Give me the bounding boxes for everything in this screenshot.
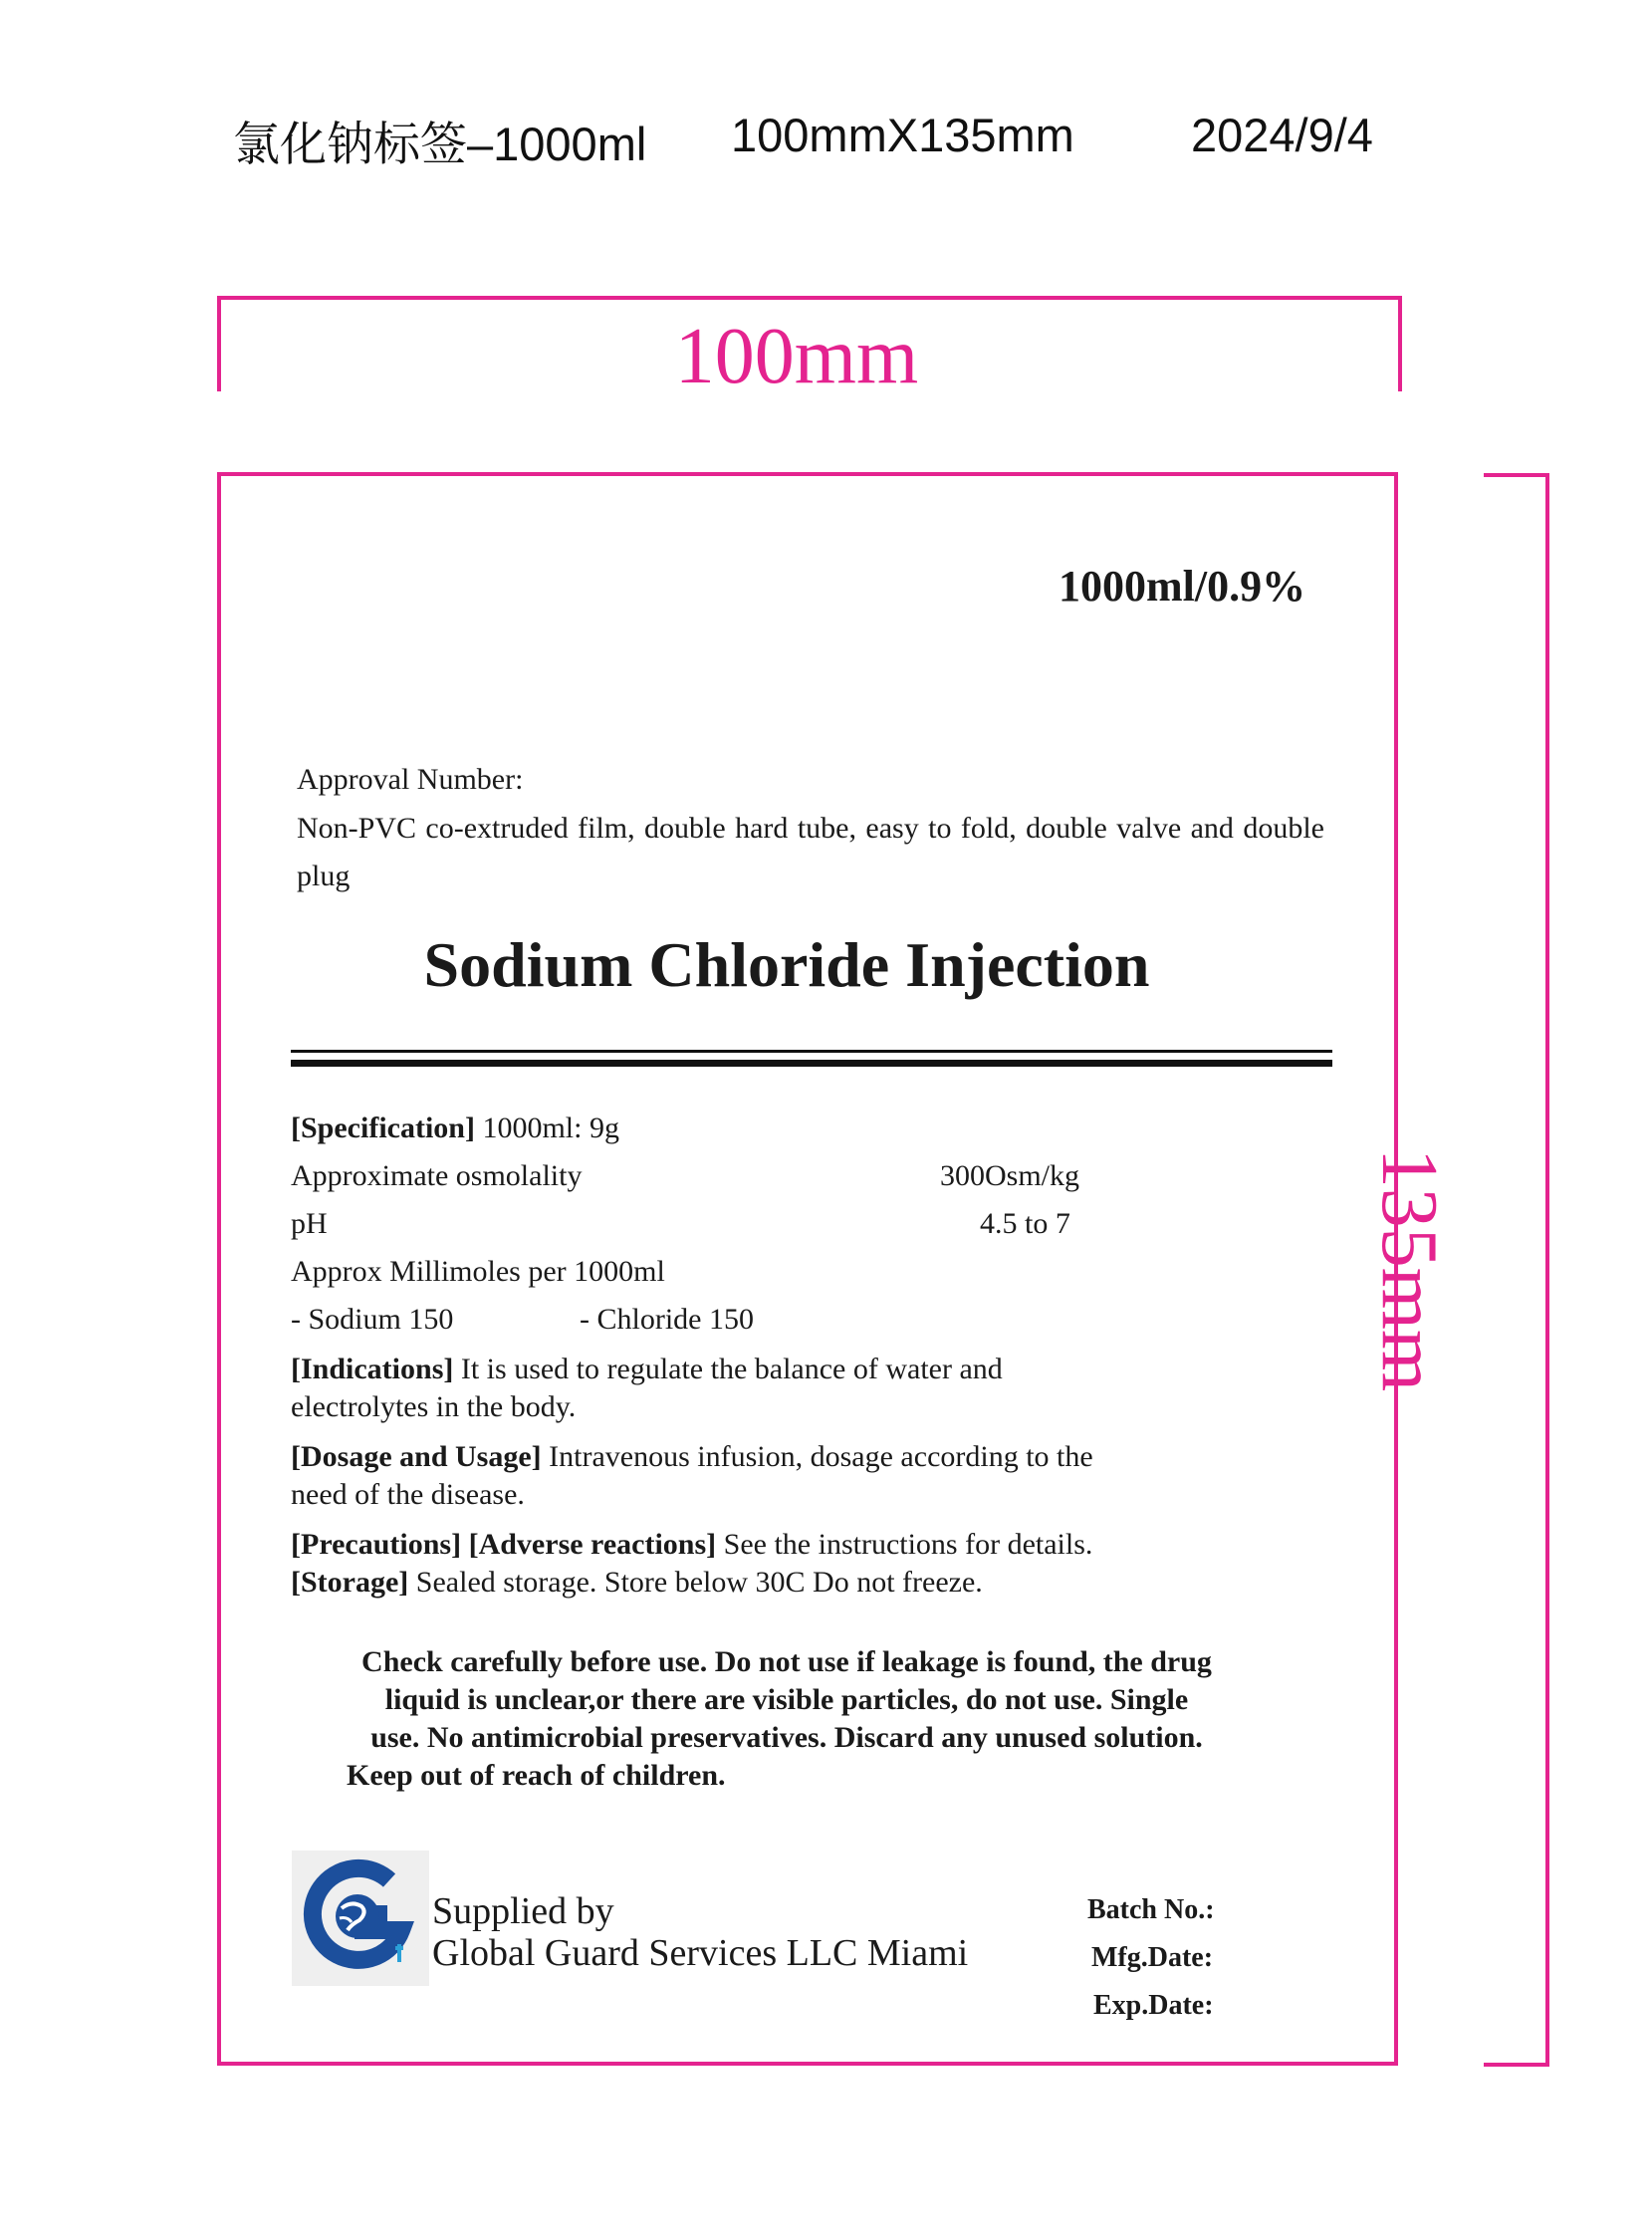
- global-guard-logo-icon: [292, 1851, 429, 1986]
- spec-heading: [Specification]: [291, 1112, 475, 1144]
- batch-info-block: [1087, 1886, 1215, 2030]
- precautions-heading: [Precautions]: [291, 1528, 462, 1561]
- spec-row: [291, 1112, 619, 1145]
- storage-heading: [Storage]: [291, 1566, 409, 1599]
- approval-number: Approval Number:: [297, 763, 524, 796]
- ph-label: pH: [291, 1207, 328, 1240]
- header-date: 2024/9/4: [1191, 109, 1373, 161]
- warning-line: Keep out of reach of children.: [347, 1759, 726, 1792]
- company-name: Global Guard Services LLC Miami: [432, 1932, 969, 1974]
- millimoles-label: Approx Millimoles per 1000ml: [291, 1255, 665, 1288]
- osmolality-label: Approximate osmolality: [291, 1159, 583, 1192]
- sodium-value: - Sodium 150: [291, 1303, 454, 1336]
- indications-row: [291, 1353, 1003, 1386]
- dosage-text: Intravenous infusion, dosage according to the: [541, 1440, 1093, 1473]
- warning-line: liquid is unclear,or there are visible particles, do not use. Single: [384, 1683, 1189, 1716]
- file-header: [0, 108, 1652, 170]
- height-dimension-label: 135mm: [1365, 1147, 1453, 1392]
- warning-line: use. No antimicrobial preservatives. Discard any unused solution.: [370, 1721, 1203, 1754]
- indications-heading: [Indications]: [291, 1353, 454, 1385]
- spec-value: 1000ml: 9g: [474, 1112, 619, 1144]
- indications-text: It is used to regulate the balance of water and: [453, 1353, 1003, 1385]
- osmolality-value: 300Osm/kg: [940, 1159, 1080, 1192]
- storage-text: Sealed storage. Store below 30C Do not freeze.: [408, 1566, 983, 1599]
- mfg-date-label: Mfg.Date:: [1091, 1942, 1214, 1973]
- supplied-by-label: Supplied by: [432, 1890, 614, 1932]
- material-description: Non-PVC co-extruded film, double hard tube, easy to fold, double valve and double plug: [297, 812, 1324, 892]
- ph-value: 4.5 to 7: [980, 1207, 1070, 1240]
- header-title: 氯化钠标签–1000ml: [233, 118, 647, 170]
- supplier-block: [432, 1890, 968, 1974]
- storage-row: [291, 1566, 983, 1600]
- width-dimension-label: 100mm: [674, 313, 919, 400]
- warning-line: Check carefully before use. Do not use if leakage is found, the drug: [361, 1645, 1212, 1678]
- warning-block: [299, 1643, 1275, 1795]
- title-rule-thin: [291, 1050, 1332, 1053]
- adverse-heading: [Adverse reactions]: [468, 1528, 717, 1561]
- batch-number-label: Batch No.:: [1087, 1894, 1215, 1925]
- exp-date-label: Exp.Date:: [1093, 1990, 1214, 2021]
- chloride-value: - Chloride 150: [580, 1303, 754, 1336]
- dosage-text-cont: need of the disease.: [291, 1478, 525, 1511]
- precautions-row: [291, 1528, 1092, 1562]
- volume-concentration: 1000ml/0.9%: [1059, 562, 1306, 611]
- header-size: 100mmX135mm: [731, 109, 1074, 161]
- title-rule-thick: [291, 1060, 1332, 1067]
- product-title: Sodium Chloride Injection: [423, 929, 1150, 1000]
- dosage-heading: [Dosage and Usage]: [291, 1440, 542, 1473]
- precautions-text: See the instructions for details.: [716, 1528, 1093, 1561]
- indications-text-cont: electrolytes in the body.: [291, 1390, 577, 1423]
- dosage-row: [291, 1440, 1093, 1474]
- height-dimension-bracket: [1484, 473, 1549, 2067]
